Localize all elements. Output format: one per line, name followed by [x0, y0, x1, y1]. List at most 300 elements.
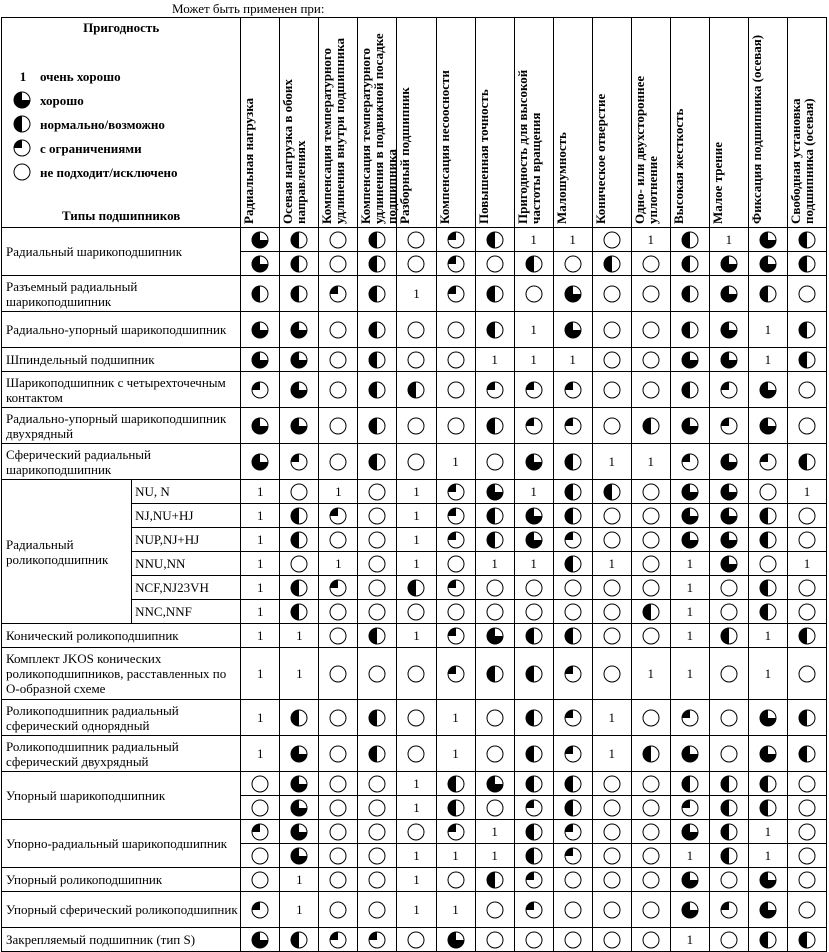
rating-cell — [514, 408, 553, 444]
half-circle-icon — [289, 284, 309, 304]
column-header-label: Малошумность — [553, 132, 569, 224]
bearing-series: NU, N — [132, 480, 241, 504]
rating-cell — [709, 928, 748, 952]
rating-cell — [319, 552, 358, 576]
rating-cell — [631, 252, 670, 276]
empty-circle-icon — [641, 774, 661, 794]
rating-cell — [592, 252, 631, 276]
table-row — [2, 408, 827, 444]
quarter-circle-icon — [563, 744, 583, 764]
rating-cell — [319, 312, 358, 348]
legend-label: с ограничениями — [40, 141, 142, 156]
bearing-type-name: Шарикоподшипник с четырехточечным контактом — [2, 372, 241, 408]
rating-cell — [670, 796, 709, 820]
empty-circle-icon — [797, 578, 817, 598]
empty-circle-icon — [524, 930, 544, 950]
column-header-label: Компенсация температурного удлинения в подвижной посадке подшипника — [358, 33, 400, 224]
quarter-circle-icon — [563, 530, 583, 550]
rating-cell — [787, 600, 826, 624]
rating-cell — [436, 844, 475, 868]
table-row — [2, 480, 827, 504]
empty-circle-icon — [797, 506, 817, 526]
half-circle-icon — [563, 774, 583, 794]
rating-cell — [319, 624, 358, 648]
rating-cell — [358, 868, 397, 892]
rating-cell — [670, 928, 709, 952]
quarter-circle-icon — [719, 416, 739, 436]
empty-circle-icon — [797, 664, 817, 684]
rating-cell — [748, 276, 787, 312]
rating-cell — [748, 928, 787, 952]
table-row — [2, 648, 827, 700]
rating-cell — [709, 552, 748, 576]
rating-cell — [397, 600, 436, 624]
empty-circle-icon — [524, 578, 544, 598]
rating-one: 1 — [413, 556, 420, 571]
rating-cell — [592, 444, 631, 480]
rating-cell — [709, 772, 748, 796]
rating-cell — [436, 444, 475, 480]
rating-cell — [436, 276, 475, 312]
rating-cell — [436, 892, 475, 928]
rating-cell — [514, 772, 553, 796]
table-row — [2, 700, 827, 736]
half-circle-icon — [719, 774, 739, 794]
rating-cell — [787, 348, 826, 372]
rating-cell — [670, 252, 709, 276]
rating-cell — [397, 624, 436, 648]
rating-cell — [748, 892, 787, 928]
rating-cell — [670, 624, 709, 648]
three-quarter-circle-icon — [719, 254, 739, 274]
three-quarter-circle-icon — [250, 930, 270, 950]
column-header-label: Свободная установка подшипника (осевая) — [787, 98, 816, 224]
rating-cell — [787, 372, 826, 408]
empty-circle-icon — [641, 900, 661, 920]
three-quarter-circle-icon — [289, 846, 309, 866]
rating-cell — [748, 504, 787, 528]
empty-circle-icon — [367, 482, 387, 502]
rating-cell — [358, 796, 397, 820]
rating-cell — [475, 348, 514, 372]
rating-cell — [280, 528, 319, 552]
empty-circle-icon — [328, 822, 348, 842]
rating-cell — [748, 844, 787, 868]
rating-cell — [631, 348, 670, 372]
rating-cell — [553, 648, 592, 700]
rating-one: 1 — [569, 352, 576, 367]
half-circle-icon — [367, 254, 387, 274]
rating-cell — [553, 736, 592, 772]
empty-circle-icon — [406, 416, 426, 436]
rating-cell — [436, 528, 475, 552]
table-row — [2, 820, 827, 844]
three-quarter-circle-icon — [250, 230, 270, 250]
three-quarter-circle-icon — [719, 320, 739, 340]
rating-cell — [514, 348, 553, 372]
rating-cell — [709, 648, 748, 700]
rating-cell — [436, 228, 475, 252]
rating-cell — [592, 892, 631, 928]
column-header-label: Компенсация температурного удлинения внутри подшипника — [319, 37, 348, 224]
quarter-circle-icon — [250, 380, 270, 400]
rating-cell — [514, 252, 553, 276]
empty-circle-icon — [250, 870, 270, 890]
empty-circle-icon — [602, 900, 622, 920]
rating-cell — [436, 312, 475, 348]
quarter-circle-icon — [563, 822, 583, 842]
quarter-circle-icon — [446, 284, 466, 304]
rating-cell — [514, 312, 553, 348]
rating-cell — [319, 868, 358, 892]
empty-circle-icon — [563, 578, 583, 598]
three-quarter-circle-icon — [758, 744, 778, 764]
empty-circle-icon — [367, 554, 387, 574]
empty-circle-icon — [406, 664, 426, 684]
table-row — [2, 736, 827, 772]
rating-cell — [475, 844, 514, 868]
half-circle-icon — [797, 744, 817, 764]
rating-cell — [241, 228, 280, 252]
rating-cell — [514, 480, 553, 504]
rating-cell — [709, 408, 748, 444]
three-quarter-circle-icon — [719, 482, 739, 502]
half-circle-icon — [367, 320, 387, 340]
rating-cell — [631, 868, 670, 892]
empty-circle-icon — [719, 744, 739, 764]
quarter-circle-icon — [446, 254, 466, 274]
empty-circle-icon — [12, 162, 34, 184]
empty-circle-icon — [602, 626, 622, 646]
empty-circle-icon — [602, 930, 622, 950]
empty-circle-icon — [406, 320, 426, 340]
rating-cell — [280, 624, 319, 648]
legend-label: хорошо — [40, 93, 84, 108]
rating-cell — [631, 504, 670, 528]
rating-one: 1 — [257, 532, 264, 547]
column-header-label: Высокая жесткость — [670, 108, 686, 224]
empty-circle-icon — [406, 822, 426, 842]
table-caption: Может быть применен при: — [172, 1, 325, 16]
rating-cell — [670, 276, 709, 312]
empty-circle-icon — [485, 254, 505, 274]
empty-circle-icon — [602, 506, 622, 526]
rating-cell — [748, 648, 787, 700]
bearing-type-name: Радиально-упорный шарикоподшипник двухрядный — [2, 408, 241, 444]
quarter-circle-icon — [719, 380, 739, 400]
rating-cell — [670, 408, 709, 444]
rating-cell — [319, 772, 358, 796]
rating-cell — [319, 820, 358, 844]
rating-one: 1 — [413, 628, 420, 643]
rating-cell — [280, 700, 319, 736]
rating-cell — [475, 408, 514, 444]
rating-one: 1 — [530, 556, 537, 571]
rating-cell — [358, 928, 397, 952]
half-circle-icon — [680, 380, 700, 400]
empty-circle-icon — [328, 664, 348, 684]
three-quarter-circle-icon — [680, 506, 700, 526]
rating-one: 1 — [413, 800, 420, 815]
three-quarter-circle-icon — [680, 350, 700, 370]
empty-circle-icon — [289, 554, 309, 574]
empty-circle-icon — [524, 284, 544, 304]
rating-one: 1 — [413, 532, 420, 547]
empty-circle-icon — [485, 578, 505, 598]
empty-circle-icon — [797, 798, 817, 818]
empty-circle-icon — [641, 320, 661, 340]
rating-cell — [748, 700, 787, 736]
table-row — [2, 312, 827, 348]
rating-cell — [592, 312, 631, 348]
rating-cell — [241, 844, 280, 868]
empty-circle-icon — [602, 284, 622, 304]
rating-cell — [709, 480, 748, 504]
rating-cell — [787, 480, 826, 504]
rating-cell — [475, 868, 514, 892]
quarter-circle-icon — [446, 626, 466, 646]
empty-circle-icon — [367, 506, 387, 526]
rating-cell — [280, 408, 319, 444]
half-circle-icon — [797, 254, 817, 274]
rating-cell — [319, 276, 358, 312]
rating-cell — [553, 504, 592, 528]
three-quarter-circle-icon — [524, 530, 544, 550]
empty-circle-icon — [602, 822, 622, 842]
half-circle-icon — [641, 744, 661, 764]
rating-cell — [709, 844, 748, 868]
bearing-type-name: Радиально-упорный шарикоподшипник — [2, 312, 241, 348]
three-quarter-circle-icon — [680, 530, 700, 550]
column-header — [358, 18, 400, 228]
column-header — [280, 18, 319, 228]
rating-cell — [670, 600, 709, 624]
half-circle-icon — [758, 774, 778, 794]
rating-cell — [748, 372, 787, 408]
rating-cell — [670, 892, 709, 928]
column-header — [592, 18, 631, 228]
table-row — [2, 624, 827, 648]
empty-circle-icon — [406, 744, 426, 764]
rating-cell — [241, 408, 280, 444]
three-quarter-circle-icon — [758, 230, 778, 250]
empty-circle-icon — [641, 254, 661, 274]
header-row — [2, 18, 827, 228]
rating-cell — [475, 772, 514, 796]
quarter-circle-icon — [524, 380, 544, 400]
three-quarter-circle-icon — [485, 774, 505, 794]
legend-label: нормально/возможно — [40, 117, 165, 132]
rating-cell — [787, 528, 826, 552]
half-circle-icon — [485, 870, 505, 890]
empty-circle-icon — [250, 798, 270, 818]
table-row — [2, 928, 827, 952]
rating-cell — [631, 600, 670, 624]
quarter-circle-icon — [524, 870, 544, 890]
legend-item — [12, 90, 84, 112]
empty-circle-icon — [367, 774, 387, 794]
half-circle-icon — [797, 230, 817, 250]
rating-cell — [631, 228, 670, 252]
quarter-circle-icon — [328, 578, 348, 598]
rating-cell — [319, 576, 358, 600]
rating-one: 1 — [764, 824, 772, 839]
column-header — [475, 18, 514, 228]
half-circle-icon — [680, 284, 700, 304]
bearing-type-name: Радиальный шарикоподшипник — [2, 228, 241, 276]
rating-cell — [358, 276, 397, 312]
rating-cell — [514, 504, 553, 528]
half-circle-icon — [797, 320, 817, 340]
rating-cell — [358, 372, 397, 408]
column-header — [670, 18, 709, 228]
rating-cell — [475, 648, 514, 700]
rating-one: 1 — [335, 556, 342, 571]
rating-cell — [592, 796, 631, 820]
three-quarter-circle-icon — [289, 350, 309, 370]
rating-cell — [748, 480, 787, 504]
rating-cell — [709, 348, 748, 372]
rating-cell — [514, 892, 553, 928]
three-quarter-circle-icon — [719, 506, 739, 526]
empty-circle-icon — [797, 530, 817, 550]
half-circle-icon — [524, 664, 544, 684]
rating-cell — [319, 928, 358, 952]
three-quarter-circle-icon — [250, 254, 270, 274]
legend-cell — [2, 18, 241, 228]
empty-circle-icon — [446, 320, 466, 340]
three-quarter-circle-icon — [758, 380, 778, 400]
half-circle-icon — [289, 930, 309, 950]
half-circle-icon — [367, 452, 387, 472]
rating-cell — [553, 480, 592, 504]
empty-circle-icon — [641, 380, 661, 400]
three-quarter-circle-icon — [446, 930, 466, 950]
rating-cell — [709, 736, 748, 772]
column-header-label: Повышенная точность — [475, 89, 491, 224]
rating-cell — [475, 372, 514, 408]
rating-cell — [514, 528, 553, 552]
rating-cell — [787, 820, 826, 844]
rating-cell — [592, 228, 631, 252]
empty-circle-icon — [328, 870, 348, 890]
half-circle-icon — [289, 578, 309, 598]
rating-cell — [787, 576, 826, 600]
rating-one: 1 — [647, 666, 655, 681]
half-circle-icon — [367, 416, 387, 436]
rating-cell — [436, 372, 475, 408]
rating-cell — [319, 796, 358, 820]
rating-cell — [358, 844, 397, 868]
rating-one: 1 — [491, 848, 498, 863]
rating-cell — [592, 576, 631, 600]
rating-cell — [592, 408, 631, 444]
rating-cell — [319, 736, 358, 772]
rating-cell — [787, 552, 826, 576]
rating-one: 1 — [686, 556, 694, 571]
empty-circle-icon — [328, 320, 348, 340]
rating-cell — [787, 796, 826, 820]
rating-cell — [592, 700, 631, 736]
rating-cell — [397, 276, 436, 312]
rating-cell — [475, 480, 514, 504]
half-circle-icon — [524, 822, 544, 842]
rating-cell — [241, 868, 280, 892]
rating-cell — [553, 700, 592, 736]
rating-cell — [397, 312, 436, 348]
rating-cell — [241, 444, 280, 480]
rating-cell — [280, 820, 319, 844]
column-header — [709, 18, 748, 228]
empty-circle-icon — [641, 284, 661, 304]
empty-circle-icon — [328, 744, 348, 764]
empty-circle-icon — [641, 846, 661, 866]
rating-cell — [241, 772, 280, 796]
half-circle-icon — [446, 798, 466, 818]
half-circle-icon — [719, 846, 739, 866]
empty-circle-icon — [446, 380, 466, 400]
rating-cell — [358, 528, 397, 552]
half-circle-icon — [250, 284, 270, 304]
empty-circle-icon — [406, 930, 426, 950]
column-header-label: Осевая нагрузка в обоих направлениях — [280, 79, 309, 224]
rating-cell — [241, 600, 280, 624]
rating-cell — [436, 480, 475, 504]
column-header — [553, 18, 592, 228]
rating-cell — [358, 252, 397, 276]
rating-cell — [514, 276, 553, 312]
column-header-label: Фиксация подшипника (осевая) — [748, 34, 764, 224]
rating-one: 1 — [413, 872, 420, 887]
quarter-circle-icon — [250, 900, 270, 920]
half-circle-icon — [406, 380, 426, 400]
half-circle-icon — [563, 452, 583, 472]
rating-cell — [631, 480, 670, 504]
rating-cell — [280, 480, 319, 504]
empty-circle-icon — [328, 846, 348, 866]
three-quarter-circle-icon — [758, 708, 778, 728]
empty-circle-icon — [328, 350, 348, 370]
legend-label: не подходит/исключено — [40, 165, 178, 180]
half-circle-icon — [797, 930, 817, 950]
table-row — [2, 276, 827, 312]
rating-cell — [553, 600, 592, 624]
rating-cell — [397, 408, 436, 444]
rating-cell — [670, 648, 709, 700]
half-circle-icon — [758, 602, 778, 622]
rating-cell — [553, 820, 592, 844]
legend-item — [12, 66, 121, 88]
bearing-type-name: Конический роликоподшипник — [2, 624, 241, 648]
rating-cell — [358, 228, 397, 252]
empty-circle-icon — [641, 578, 661, 598]
empty-circle-icon — [367, 664, 387, 684]
half-circle-icon — [758, 798, 778, 818]
half-circle-icon — [797, 626, 817, 646]
rating-cell — [787, 892, 826, 928]
rating-cell — [280, 868, 319, 892]
rating-cell — [748, 528, 787, 552]
rating-one: 1 — [413, 776, 420, 791]
rating-cell — [241, 348, 280, 372]
rating-cell — [436, 624, 475, 648]
bearing-type-name: Упорный сферический роликоподшипник — [2, 892, 241, 928]
half-circle-icon — [719, 822, 739, 842]
rating-cell — [475, 600, 514, 624]
rating-cell — [397, 820, 436, 844]
half-circle-icon — [12, 114, 34, 136]
rating-cell — [787, 624, 826, 648]
